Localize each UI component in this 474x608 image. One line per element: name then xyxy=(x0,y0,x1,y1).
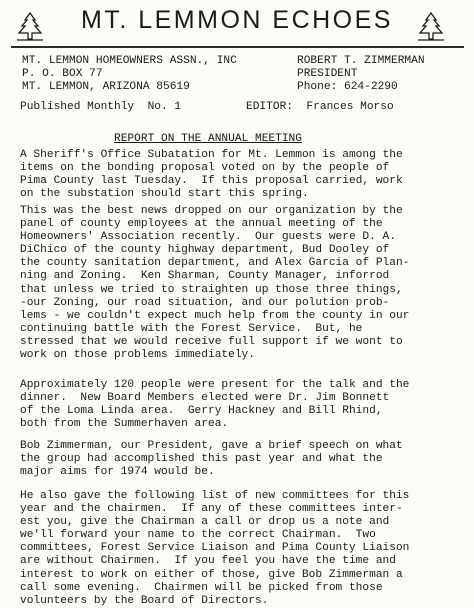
paragraph-line: Homeowners' Association recently. Our guests were D. A. xyxy=(20,231,396,244)
pine-tree-icon xyxy=(417,12,445,42)
paragraph-line: work on those problems immediately. xyxy=(20,349,255,362)
paragraph-line: He also gave the following list of new committees for this xyxy=(20,490,410,502)
paragraph-line: both from the Summerhaven area. xyxy=(20,418,229,431)
paragraph-line: year and the chairmen. If any of these committees inter- xyxy=(20,503,403,516)
pine-tree-icon xyxy=(16,12,44,42)
paragraph-line: call some evening. Chairmen will be picked from those xyxy=(20,581,383,594)
article-paragraph xyxy=(20,205,466,362)
paragraph-line: of the Loma Linda area. Gerry Hackney and Bill Rhind, xyxy=(20,405,383,418)
paragraph-line: the group had accomplished this past year and what the xyxy=(20,453,383,466)
address-line: MT. LEMMON HOMEOWNERS ASSN., INC xyxy=(22,55,237,67)
paragraph-line: ning and Zoning. Ken Sharman, County Manager, inforrod xyxy=(20,270,390,283)
publication-frequency: Published Monthly xyxy=(20,101,135,113)
publication-info xyxy=(20,101,181,114)
paragraph-line: This was the best news dropped on our organization by the xyxy=(20,205,403,217)
article-paragraph xyxy=(20,149,466,201)
president-contact xyxy=(297,55,425,94)
article-paragraph xyxy=(20,379,466,431)
paragraph-line: on the substation should start this spring. xyxy=(20,188,309,201)
paragraph-line: the county sanitation department, and Alex Garcia of Plan- xyxy=(20,257,410,270)
association-address xyxy=(22,55,237,94)
paragraph-line: Pima County last Tuesday. If this proposal carried, work xyxy=(20,175,403,188)
paragraph-line: est you, give the Chairman a call or drop us a note and xyxy=(20,516,390,529)
paragraph-line: Approximately 120 people were present for the talk and the xyxy=(20,379,410,391)
paragraph-line: Bob Zimmerman, our President, gave a brief speech on what xyxy=(20,440,403,452)
paragraph-line: A Sheriff's Office Subatation for Mt. Lemmon is among the xyxy=(20,149,403,161)
article-paragraph xyxy=(20,490,466,608)
paragraph-line: major aims for 1974 would be. xyxy=(20,466,215,479)
issue-number: No. 1 xyxy=(147,101,182,113)
president-title: PRESIDENT xyxy=(297,68,358,80)
paragraph-line: DiChico of the county highway department, Bud Dooley of xyxy=(20,244,390,257)
president-phone: Phone: 624-2290 xyxy=(297,81,398,93)
paragraph-line: items on the bonding proposal voted on by the people of xyxy=(20,162,390,175)
paragraph-line: lems - we couldn't expect much help from the county in our xyxy=(20,309,410,322)
paragraph-line: that unless we tried to straighten up those three things, xyxy=(20,283,403,296)
address-line: MT. LEMMON, ARIZONA 85619 xyxy=(22,81,190,93)
president-name: ROBERT T. ZIMMERMAN xyxy=(297,55,425,67)
paragraph-line: are without Chairmen. If you feel you have the time and xyxy=(20,555,396,568)
masthead xyxy=(0,0,474,52)
address-line: P. O. BOX 77 xyxy=(22,68,103,80)
paragraph-line: -our Zoning, our road situation, and our polution prob- xyxy=(20,296,390,309)
editor-credit: EDITOR: Frances Morso xyxy=(246,101,394,113)
newsletter-title: MT. LEMMON ECHOES xyxy=(81,6,393,34)
paragraph-line: dinner. New Board Members elected were Dr. Jim Bonnett xyxy=(20,392,390,405)
paragraph-line: stressed that we would receive full support if we wont to xyxy=(20,335,403,348)
masthead-rule xyxy=(11,46,464,48)
report-heading: REPORT ON THE ANNUAL MEETING xyxy=(114,133,302,145)
paragraph-line: continuing battle with the Forest Service. But, he xyxy=(20,322,363,335)
paragraph-line: we'll forward your name to the correct Chairman. Two xyxy=(20,529,376,542)
paragraph-line: panel of county employees at the annual meeting of the xyxy=(20,218,383,231)
article-paragraph xyxy=(20,440,466,479)
paragraph-line: interest to work on either of those, give Bob Zimmerman a xyxy=(20,568,403,581)
paragraph-line: volunteers by the Board of Directors. xyxy=(20,594,269,607)
paragraph-line: committees, Forest Service Liaison and Pima County Liaison xyxy=(20,542,410,555)
